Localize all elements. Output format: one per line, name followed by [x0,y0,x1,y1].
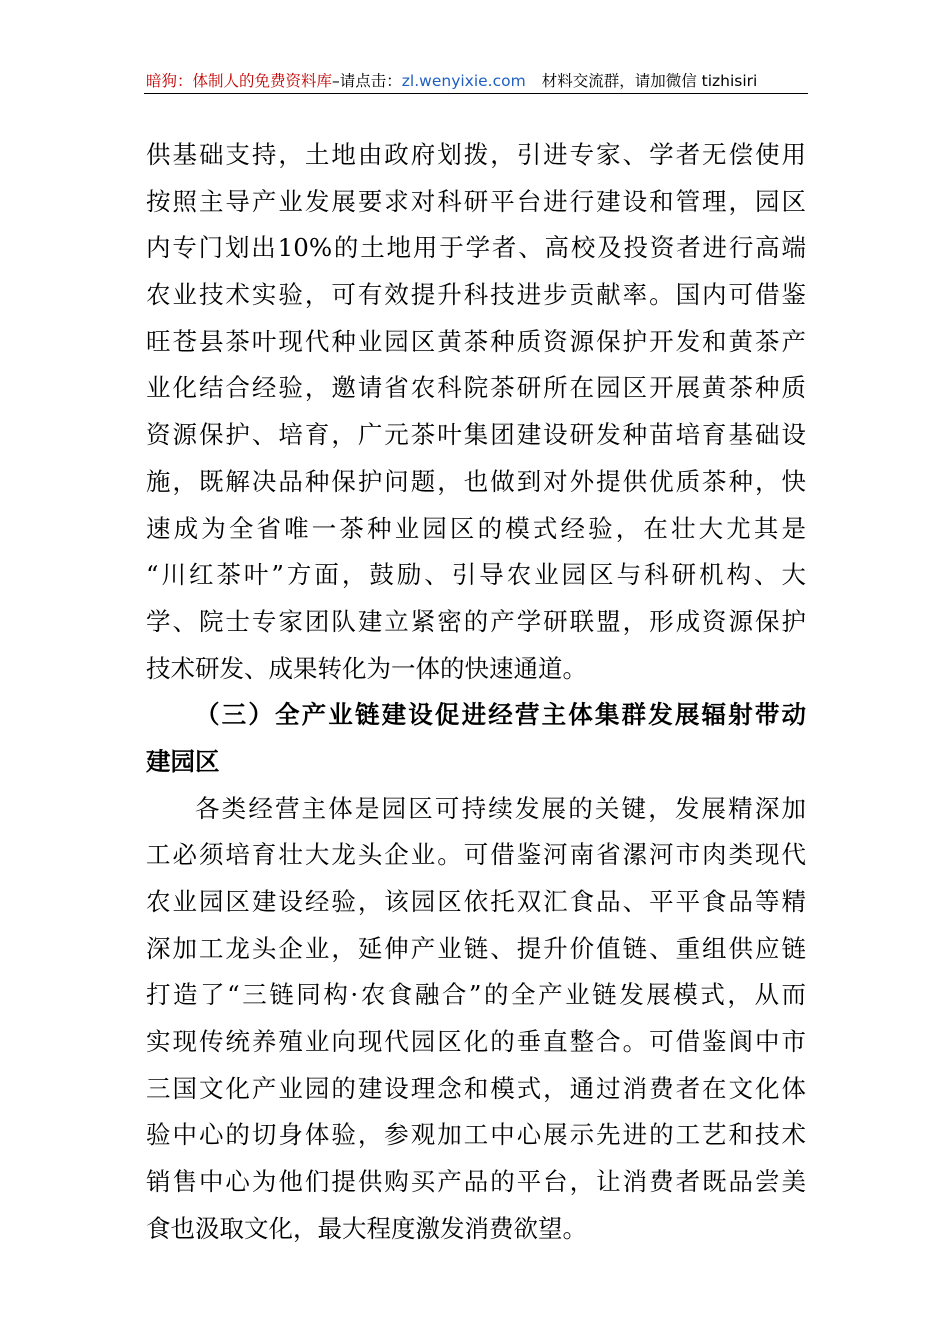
body-line: 按照主导产业发展要求对科研平台进行建设和管理，园区 [146,186,806,216]
body-line: 资源保护、培育，广元茶叶集团建设研发种苗培育基础设 [146,420,806,450]
body-line: 销售中心为他们提供购买产品的平台，让消费者既品尝美 [146,1167,806,1197]
body-line: 实现传统养殖业向现代园区化的垂直整合。可借鉴阆中市 [146,1027,806,1057]
body-line: 施，既解决品种保护问题，也做到对外提供优质茶种，快 [146,466,806,496]
header-site-name: 暗狗：体制人的免费资料库 [146,72,333,90]
body-line: 工必须培育壮大龙头企业。可借鉴河南省漯河市肉类现代 [146,840,806,870]
body-line: 供基础支持，土地由政府划拨，引进专家、学者无偿使用 [146,140,806,169]
body-line: 农业技术实验，可有效提升科技进步贡献率。国内可借鉴 [146,280,806,310]
page-header [146,70,806,92]
body-line: “川红茶叶”方面，鼓励、引导农业园区与科研机构、大 [146,560,806,590]
header-wechat-note: 材料交流群，请加微信 tizhisiri [541,72,758,90]
section-heading: （三）全产业链建设促进经营主体集群发展辐射带动 [195,700,806,730]
section-heading-continued: 建园区 [146,746,220,776]
body-line: 技术研发、成果转化为一体的快速通道。 [146,653,587,683]
body-line: 农业园区建设经验，该园区依托双汇食品、平平食品等精 [146,887,806,916]
body-line: 食也汲取文化，最大程度激发消费欲望。 [146,1213,587,1243]
body-line: 三国文化产业园的建设理念和模式，通过消费者在文化体 [146,1073,806,1103]
body-line: 深加工龙头企业，延伸产业链、提升价值链、重组供应链 [146,933,806,963]
header-url-link[interactable]: zl.wenyixie.com [401,72,526,90]
document-body [146,132,806,1253]
body-line: 学、院士专家团队建立紧密的产学研联盟，形成资源保护 [146,606,806,636]
body-line: 内专门划出10%的土地用于学者、高校及投资者进行高端 [146,233,806,263]
body-line: 速成为全省唯一茶种业园区的模式经验，在壮大尤其是 [146,513,806,543]
body-line: 旺苍县茶叶现代种业园区黄茶种质资源保护开发和黄茶产 [146,326,806,356]
body-line: 业化结合经验，邀请省农科院茶研所在园区开展黄茶种质 [146,373,806,403]
body-line: 各类经营主体是园区可持续发展的关键，发展精深加 [195,793,806,823]
body-line: 验中心的切身体验，参观加工中心展示先进的工艺和技术 [146,1120,806,1150]
header-click-prefix: –请点击： [332,72,402,90]
body-line: 打造了“三链同构·农食融合”的全产业链发展模式，从而 [146,980,806,1010]
header-divider [144,93,808,94]
